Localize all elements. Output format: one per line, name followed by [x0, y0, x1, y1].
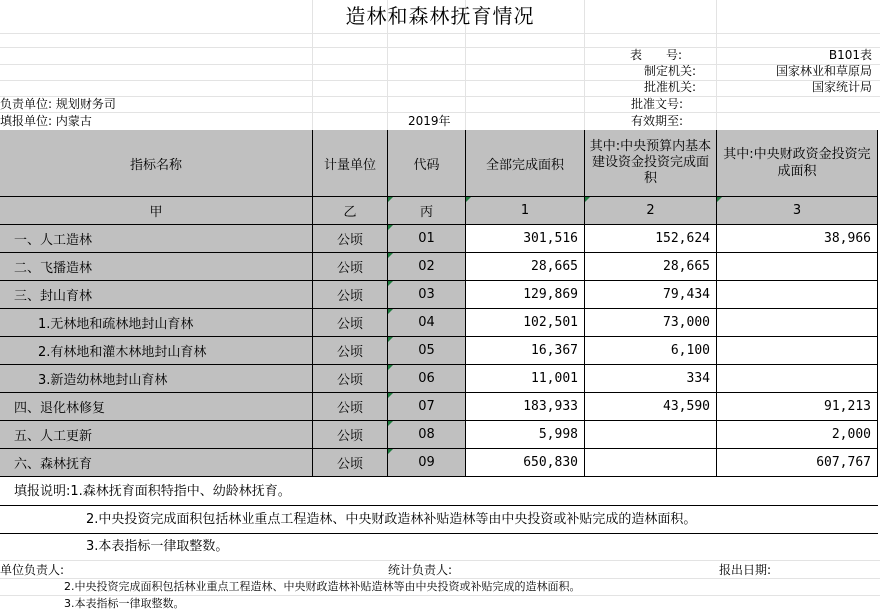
cell-central-budget-area[interactable]: 43,590 [585, 393, 717, 421]
code-label: 3 [717, 197, 878, 225]
row-unit: 公顷 [313, 393, 388, 421]
cell-central-finance-area[interactable] [717, 337, 878, 365]
row-unit: 公顷 [313, 281, 388, 309]
cell-total-area[interactable]: 28,665 [466, 253, 585, 281]
row-code: 09 [388, 449, 466, 477]
row-unit: 公顷 [313, 449, 388, 477]
header-code: 代码 [388, 130, 466, 197]
form-no-label: 表 号: [630, 48, 683, 62]
note-divider [0, 505, 878, 506]
cell-central-budget-area[interactable] [585, 449, 717, 477]
cell-total-area[interactable]: 650,830 [466, 449, 585, 477]
row-name: 六、森林抚育 [0, 449, 313, 477]
approver-label: 批准机关: [644, 80, 697, 94]
row-unit: 公顷 [313, 225, 388, 253]
row-name: 1.无林地和疏林地封山育林 [0, 309, 313, 337]
row-name: 3.新造幼林地封山育林 [0, 365, 313, 393]
note-3: 3.本表指标一律取整数。 [86, 539, 229, 554]
row-name: 二、飞播造林 [0, 253, 313, 281]
cell-total-area[interactable]: 183,933 [466, 393, 585, 421]
authority-label: 制定机关: [644, 64, 697, 78]
row-name: 五、人工更新 [0, 421, 313, 449]
cell-central-finance-area[interactable]: 38,966 [717, 225, 878, 253]
row-unit: 公顷 [313, 309, 388, 337]
cell-total-area[interactable]: 5,998 [466, 421, 585, 449]
cell-central-finance-area[interactable] [717, 281, 878, 309]
row-code: 01 [388, 225, 466, 253]
row-code: 08 [388, 421, 466, 449]
row-code: 06 [388, 365, 466, 393]
row-name: 四、退化林修复 [0, 393, 313, 421]
footer-note-3: 3.本表指标一律取整数。 [64, 597, 185, 610]
row-name: 一、人工造林 [0, 225, 313, 253]
cell-total-area[interactable]: 129,869 [466, 281, 585, 309]
stat-head-label: 统计负责人: [388, 563, 453, 577]
row-name: 三、封山育林 [0, 281, 313, 309]
note-divider [0, 533, 878, 534]
form-no-value: B101表 [828, 48, 872, 62]
cell-central-finance-area[interactable] [717, 309, 878, 337]
code-label: 丙 [388, 197, 466, 225]
cell-central-budget-area[interactable] [585, 421, 717, 449]
row-name: 2.有林地和灌木林地封山育林 [0, 337, 313, 365]
reporting-unit: 填报单位: 内蒙古 [0, 114, 92, 128]
cell-central-budget-area[interactable]: 152,624 [585, 225, 717, 253]
footer-note-2: 2.中央投资完成面积包括林业重点工程造林、中央财政造林补贴造林等由中央投资或补贴完成的造林面积。 [64, 580, 581, 593]
note-1: 填报说明:1.森林抚育面积特指中、幼龄林抚育。 [14, 484, 291, 499]
header-central-finance-area: 其中:中央财政资金投资完成面积 [717, 130, 878, 197]
cell-total-area[interactable]: 102,501 [466, 309, 585, 337]
header-total-area: 全部完成面积 [466, 130, 585, 197]
row-code: 02 [388, 253, 466, 281]
authority-value: 国家林业和草原局 [775, 64, 872, 78]
sheet-gridline [0, 595, 880, 596]
sheet-gridline [0, 112, 880, 113]
sheet-gridline [0, 33, 880, 34]
note-2: 2.中央投资完成面积包括林业重点工程造林、中央财政造林补贴造林等由中央投资或补贴完成的造林面积。 [86, 512, 697, 527]
sheet-gridline [0, 96, 880, 97]
cell-central-budget-area[interactable]: 73,000 [585, 309, 717, 337]
row-code: 04 [388, 309, 466, 337]
cell-central-finance-area[interactable] [717, 365, 878, 393]
sheet-gridline [0, 560, 880, 561]
header-unit: 计量单位 [313, 130, 388, 197]
row-unit: 公顷 [313, 253, 388, 281]
validity-label: 有效期至: [631, 114, 684, 128]
row-code: 07 [388, 393, 466, 421]
code-label: 1 [466, 197, 585, 225]
cell-central-budget-area[interactable]: 334 [585, 365, 717, 393]
row-code: 05 [388, 337, 466, 365]
cell-total-area[interactable]: 11,001 [466, 365, 585, 393]
code-label: 2 [585, 197, 717, 225]
responsible-unit: 负责单位: 规划财务司 [0, 97, 116, 111]
unit-head-label: 单位负责人: [0, 563, 65, 577]
row-unit: 公顷 [313, 337, 388, 365]
cell-central-budget-area[interactable]: 28,665 [585, 253, 717, 281]
cell-central-budget-area[interactable]: 6,100 [585, 337, 717, 365]
report-year: 2019年 [408, 114, 451, 128]
header-indicator-name: 指标名称 [0, 130, 313, 197]
approver-value: 国家统计局 [811, 80, 872, 94]
row-unit: 公顷 [313, 421, 388, 449]
code-label: 甲 [0, 197, 313, 225]
cell-central-finance-area[interactable]: 607,767 [717, 449, 878, 477]
cell-total-area[interactable]: 16,367 [466, 337, 585, 365]
cell-central-finance-area[interactable] [717, 253, 878, 281]
cell-central-finance-area[interactable]: 91,213 [717, 393, 878, 421]
row-code: 03 [388, 281, 466, 309]
approval-doc-label: 批准文号: [631, 97, 684, 111]
report-date-label: 报出日期: [719, 563, 772, 577]
sheet-gridline [0, 578, 880, 579]
cell-total-area[interactable]: 301,516 [466, 225, 585, 253]
code-label: 乙 [313, 197, 388, 225]
row-unit: 公顷 [313, 365, 388, 393]
header-central-budget-area: 其中:中央预算内基本建设资金投资完成面积 [585, 130, 717, 197]
cell-central-finance-area[interactable]: 2,000 [717, 421, 878, 449]
page-title: 造林和森林抚育情况 [345, 4, 535, 28]
cell-central-budget-area[interactable]: 79,434 [585, 281, 717, 309]
